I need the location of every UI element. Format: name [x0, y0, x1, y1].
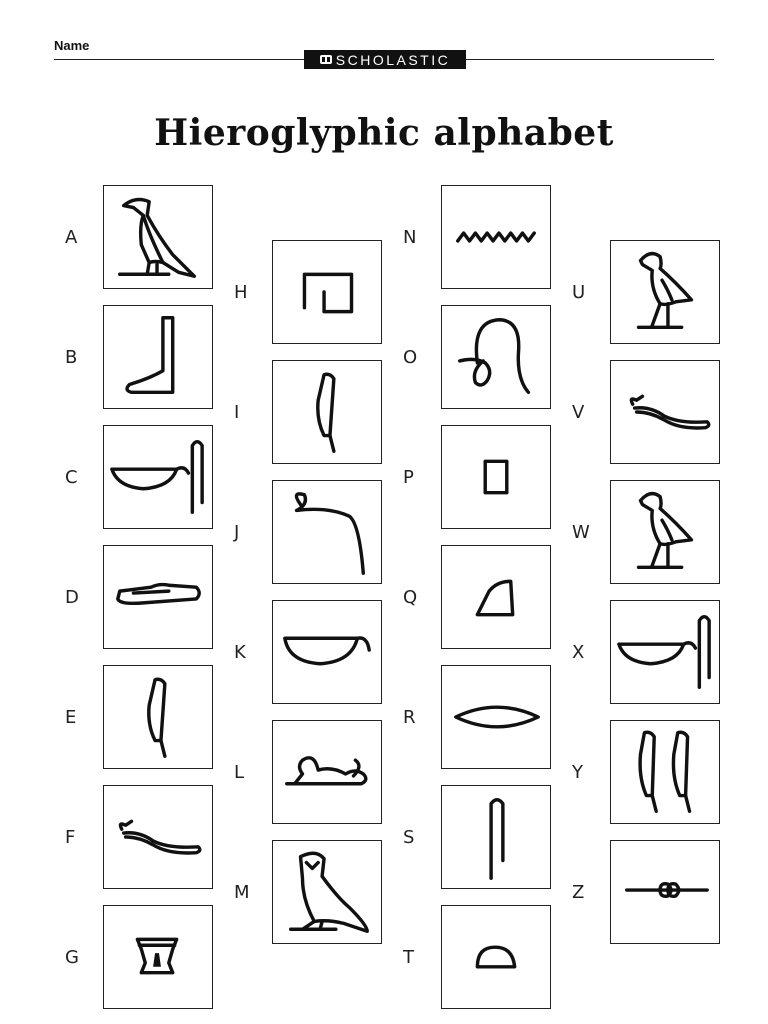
glyph-letter: F — [65, 827, 76, 848]
glyph-letter: W — [572, 522, 590, 543]
glyph-letter: M — [234, 882, 250, 903]
cobra-icon — [272, 480, 382, 584]
water-icon — [441, 185, 551, 289]
name-line — [54, 59, 304, 60]
double-reed-icon — [610, 720, 720, 824]
glyph-letter: N — [403, 227, 417, 248]
rope-loop-icon — [441, 305, 551, 409]
stool-icon — [441, 425, 551, 529]
glyph-letter: J — [234, 522, 240, 543]
book-icon — [320, 55, 332, 64]
glyph-entry-q — [403, 543, 583, 653]
glyph-entry-d — [65, 543, 245, 653]
glyph-entry-a — [65, 183, 245, 293]
glyph-letter: X — [572, 642, 585, 663]
glyph-entry-r — [403, 663, 583, 773]
glyph-entry-o — [403, 303, 583, 413]
basket-icon — [272, 600, 382, 704]
mouth-icon — [441, 665, 551, 769]
header-rule — [466, 59, 714, 60]
glyph-letter: G — [65, 947, 79, 968]
glyph-letter: H — [234, 282, 248, 303]
glyph-entry-c — [65, 423, 245, 533]
door-bolt-icon — [610, 840, 720, 944]
quail-chick-icon — [610, 480, 720, 584]
reed-leaf-icon — [272, 360, 382, 464]
glyph-letter: Y — [572, 762, 583, 783]
foot-icon — [103, 305, 213, 409]
glyph-letter: A — [65, 227, 78, 248]
glyph-letter: T — [403, 947, 414, 968]
glyph-entry-k — [234, 598, 414, 708]
brand-text: SCHOLASTIC — [335, 51, 451, 68]
jar-stand-icon — [103, 905, 213, 1009]
glyph-entry-j — [234, 478, 414, 588]
reed-leaf-icon — [103, 665, 213, 769]
glyph-letter: O — [403, 347, 418, 368]
horned-viper-icon — [610, 360, 720, 464]
basket-and-fold-icon — [103, 425, 213, 529]
glyph-entry-y — [572, 718, 752, 828]
vulture-icon — [103, 185, 213, 289]
glyph-entry-i — [234, 358, 414, 468]
glyph-letter: D — [65, 587, 79, 608]
glyph-letter: Q — [403, 587, 418, 608]
lion-icon — [272, 720, 382, 824]
glyph-entry-u — [572, 238, 752, 348]
glyph-entry-b — [65, 303, 245, 413]
glyph-entry-w — [572, 478, 752, 588]
glyph-entry-n — [403, 183, 583, 293]
hand-icon — [103, 545, 213, 649]
folded-cloth-icon — [441, 785, 551, 889]
glyph-entry-f — [65, 783, 245, 893]
glyph-entry-t — [403, 903, 583, 1013]
glyph-entry-s — [403, 783, 583, 893]
quail-chick-icon — [610, 240, 720, 344]
scholastic-logo — [304, 50, 466, 69]
glyph-letter: L — [234, 762, 245, 783]
basket-and-fold-icon — [610, 600, 720, 704]
glyph-entry-m — [234, 838, 414, 948]
glyph-letter: U — [572, 282, 586, 303]
horned-viper-icon — [103, 785, 213, 889]
glyph-letter: P — [403, 467, 414, 488]
glyph-entry-z — [572, 838, 752, 948]
courtyard-icon — [272, 240, 382, 344]
glyph-letter: R — [403, 707, 416, 728]
name-label: Name — [54, 38, 90, 53]
glyph-letter: C — [65, 467, 78, 488]
glyph-entry-g — [65, 903, 245, 1013]
glyph-letter: K — [234, 642, 246, 663]
glyph-letter: E — [65, 707, 77, 728]
glyph-entry-x — [572, 598, 752, 708]
glyph-entry-l — [234, 718, 414, 828]
glyph-letter: V — [572, 402, 585, 423]
page-title: Hieroglyphic alphabet — [154, 112, 614, 154]
glyph-letter: I — [234, 402, 240, 423]
glyph-entry-p — [403, 423, 583, 533]
glyph-letter: S — [403, 827, 415, 848]
bread-loaf-icon — [441, 905, 551, 1009]
glyph-letter: Z — [572, 882, 585, 903]
glyph-entry-h — [234, 238, 414, 348]
glyph-entry-v — [572, 358, 752, 468]
glyph-letter: B — [65, 347, 78, 368]
glyph-entry-e — [65, 663, 245, 773]
owl-icon — [272, 840, 382, 944]
hill-icon — [441, 545, 551, 649]
